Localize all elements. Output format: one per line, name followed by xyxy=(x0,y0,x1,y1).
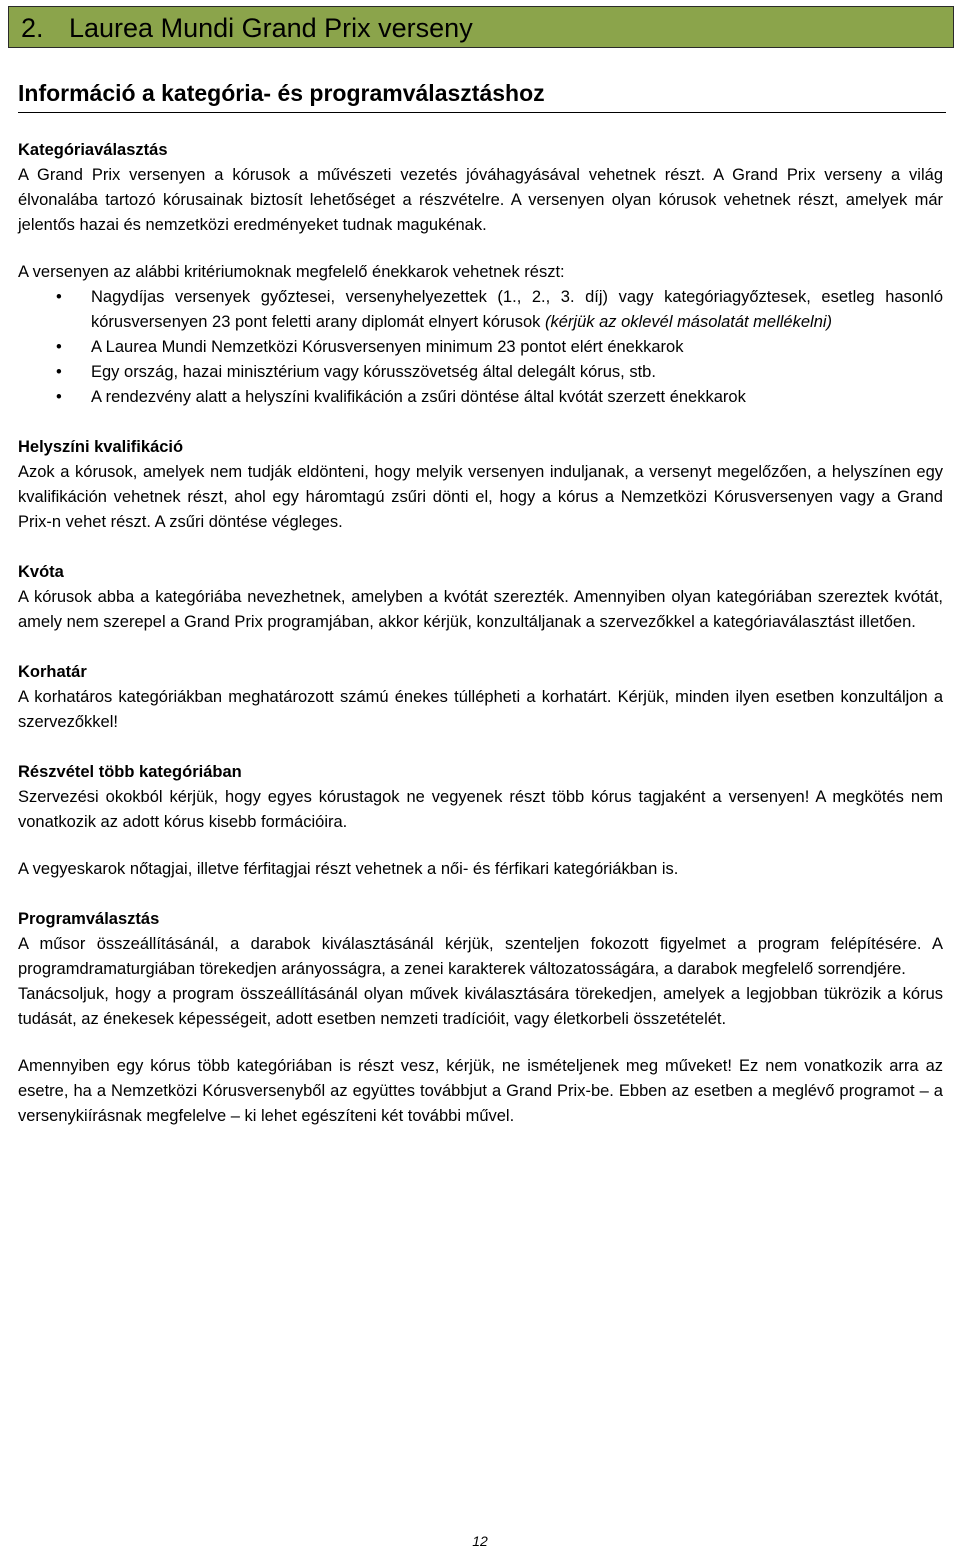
list-item: • Nagydíjas versenyek győztesei, versenyhelyezettek (1., 2., 3. díj) vagy kategóriagyőztesek, esetleg hasonló kórusversenyen 23 pont feletti arany diplomát elnyert kórusok (kérjük az oklevél másolatát mellékelni) xyxy=(18,285,943,335)
paragraph: Tanácsoljuk, hogy a program összeállításánál olyan művek kiválasztására törekedjen, amelyek a legjobban tükrözik a kórus tudását, az énekesek képességeit, adott esetben nemzeti tradícióit, vagy életkorbeli összetételét. xyxy=(18,985,943,1028)
chapter-number: 2. xyxy=(21,13,44,43)
italic-note: (kérjük az oklevél másolatát mellékelni) xyxy=(545,313,833,331)
chapter-title-bar xyxy=(8,6,954,48)
paragraph: Szervezési okokból kérjük, hogy egyes kórustagok ne vegyenek részt több kórus tagjaként a versenyen! A megkötés nem vonatkozik az adott kórus kisebb formációira. xyxy=(18,788,943,831)
section-subtitle: Információ a kategória- és programválasztáshoz xyxy=(18,78,946,113)
heading-program: Programválasztás xyxy=(18,910,160,928)
list-item: • A Laurea Mundi Nemzetközi Kórusversenyen minimum 23 pontot elért énekkarok xyxy=(18,335,943,360)
list-item: • A rendezvény alatt a helyszíni kvalifikáción a zsűri döntése által kvótát szerzett énekkarok xyxy=(18,385,943,410)
paragraph: A korhatáros kategóriákban meghatározott számú énekes túllépheti a korhatárt. Kérjük, minden ilyen esetben konzultáljon a szervezőkkel! xyxy=(18,688,943,731)
heading-korhatar: Korhatár xyxy=(18,663,87,681)
bullet-icon: • xyxy=(56,388,62,406)
chapter-title: Laurea Mundi Grand Prix verseny xyxy=(69,13,473,43)
paragraph: Azok a kórusok, amelyek nem tudják eldönteni, hogy melyik versenyen induljanak, a versenyt megelőzően, a helyszínen egy kvalifikáción vehetnek részt, ahol egy háromtagú zsűri dönti el, hogy a kórus a Nemzetközi Kórusversenyen vagy a Grand Prix-n vehet részt. A zsűri döntése végleges. xyxy=(18,463,943,531)
list-item: • Egy ország, hazai minisztérium vagy kórusszövetség által delegált kórus, stb. xyxy=(18,360,943,385)
page-number: 12 xyxy=(472,1533,488,1549)
bullet-icon: • xyxy=(56,338,62,356)
paragraph: Amennyiben egy kórus több kategóriában is részt vesz, kérjük, ne ismételjenek meg műveket! Ez nem vonatkozik arra az esetre, ha a Nemzetközi Kórusversenyből az együttes továbbjut a Grand Prix-be. Ebben az esetben a meglévő programot – a versenykiírásnak megfelelve – ki lehet egészíteni két további művel. xyxy=(18,1057,943,1125)
criteria-list xyxy=(18,285,943,410)
heading-reszvetel: Részvétel több kategóriában xyxy=(18,763,242,781)
bullet-icon: • xyxy=(56,288,62,306)
heading-kategoria: Kategóriaválasztás xyxy=(18,141,168,159)
paragraph: A versenyen az alábbi kritériumoknak megfelelő énekkarok vehetnek részt: xyxy=(18,263,565,281)
document-content xyxy=(18,138,943,1129)
bullet-icon: • xyxy=(56,363,62,381)
heading-helyszini: Helyszíni kvalifikáció xyxy=(18,438,184,456)
paragraph: A vegyeskarok nőtagjai, illetve férfitagjai részt vehetnek a női- és férfikari kategóriákban is. xyxy=(18,860,679,878)
paragraph: A Grand Prix versenyen a kórusok a művészeti vezetés jóváhagyásával vehetnek részt. A Grand Prix verseny a világ élvonalába tartozó kórusainak biztosít lehetőséget a részvételre. A versenyen olyan kórusok vehetnek részt, amelyek már jelentős hazai és nemzetközi eredményeket tudnak magukénak. xyxy=(18,166,943,234)
paragraph: A műsor összeállításánál, a darabok kiválasztásánál kérjük, szenteljen fokozott figyelmet a program felépítésére. A programdramaturgiában törekedjen arányosságra, a zenei karakterek változatosságára, a darabok megfelelő sorrendjére. xyxy=(18,935,943,978)
paragraph: A kórusok abba a kategóriába nevezhetnek, amelyben a kvótát szerezték. Amennyiben olyan kategóriában szereztek kvótát, amely nem szerepel a Grand Prix programjában, akkor kérjük, konzultáljanak a szervezőkkel a kategóriaválasztást illetően. xyxy=(18,588,943,631)
heading-kvota: Kvóta xyxy=(18,563,64,581)
